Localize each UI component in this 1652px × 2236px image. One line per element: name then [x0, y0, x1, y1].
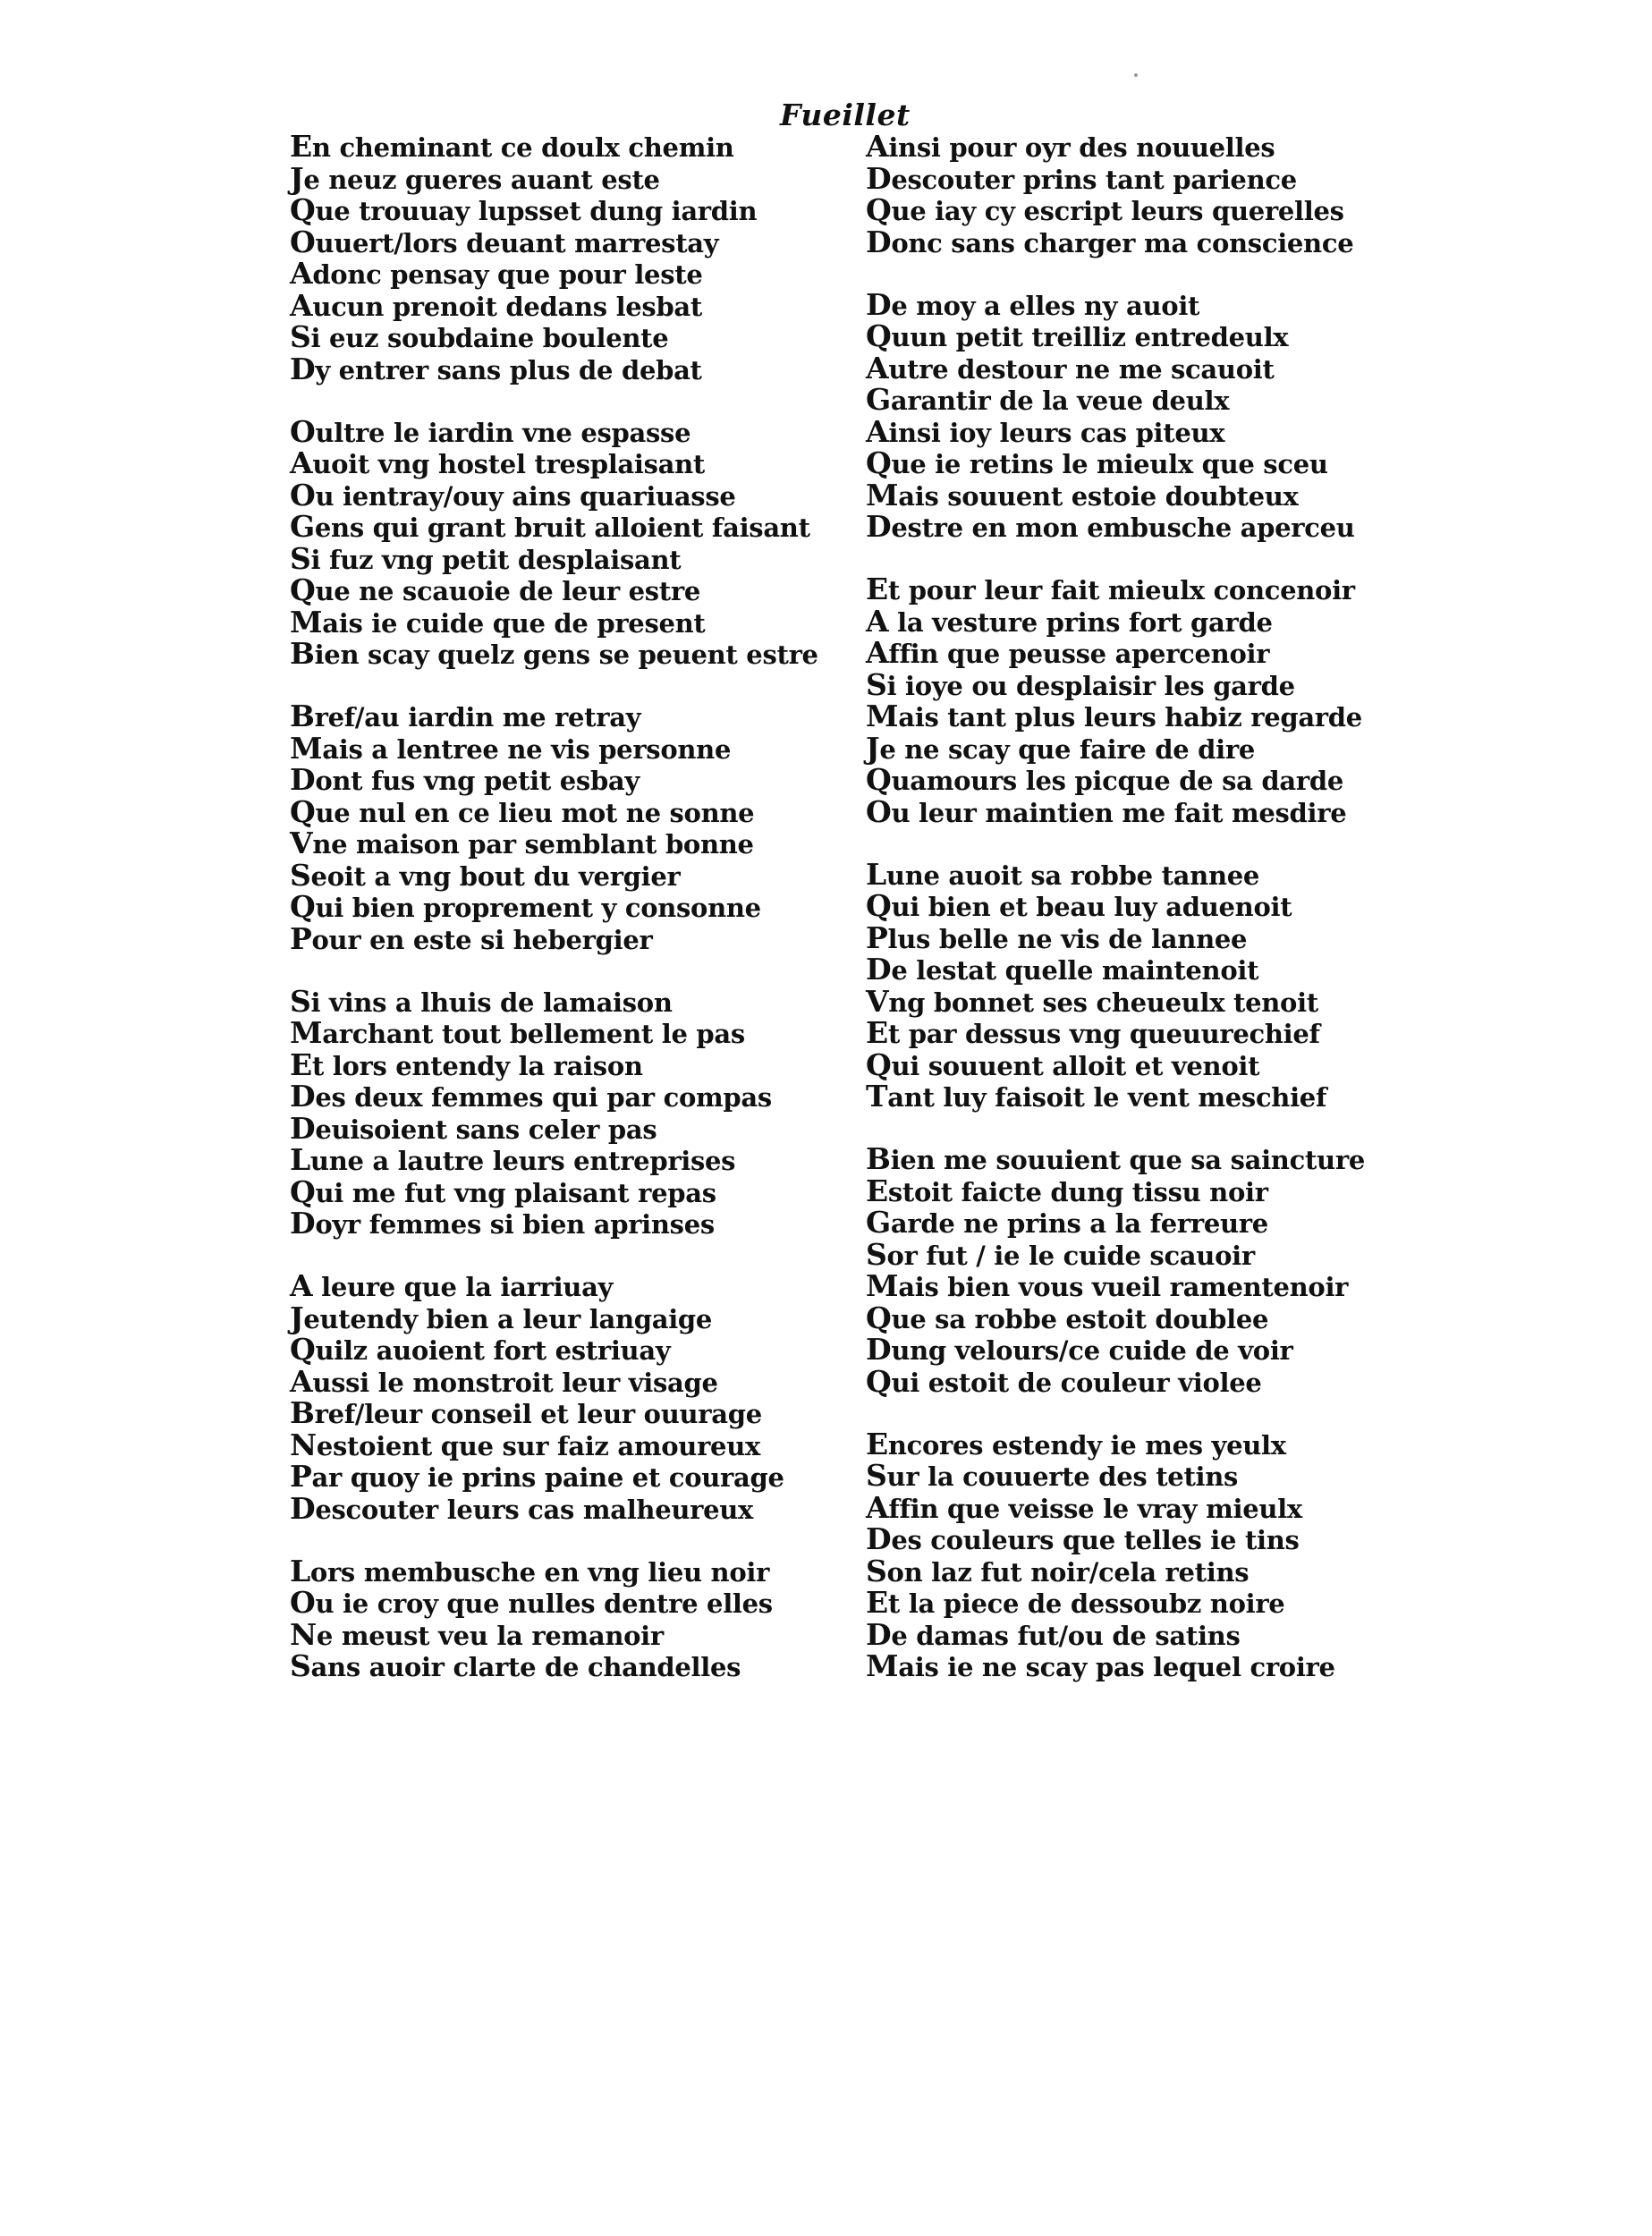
verse-line: Lune auoit sa robbe tannee: [866, 856, 1260, 892]
stanza: [290, 1270, 791, 1524]
verse-line: Si euz soubdaine boulente: [290, 319, 669, 354]
verse-line: Je neuz gueres auant este: [290, 160, 660, 196]
verse-line: Sor fut / ie le cuide scauoir: [866, 1236, 1255, 1272]
verse-line: Lune a lautre leurs entreprises: [290, 1142, 736, 1177]
verse-line: Ouuert/lors deuant marrestay: [290, 224, 719, 259]
verse-line: Descouter leurs cas malheureux: [290, 1490, 754, 1526]
stanza: [290, 1555, 791, 1682]
verse-line: Quamours les picque de sa darde: [866, 762, 1344, 797]
stanza: [866, 1143, 1367, 1397]
verse-line: Garde ne prins a la ferreure: [866, 1205, 1268, 1240]
verse-line: Mais a lentree ne vis personne: [290, 730, 732, 766]
verse-line: Ou ientray/ouy ains quariuasse: [290, 477, 736, 512]
verse-line: De moy a elles ny auoit: [866, 286, 1200, 322]
verse-line: Nestoient que sur faiz amoureux: [290, 1427, 760, 1462]
verse-line: Ou leur maintien me fait mesdire: [866, 793, 1347, 829]
verse-line: Sur la couuerte des tetins: [866, 1458, 1239, 1493]
stanza: [290, 413, 818, 671]
verse-line: Qui me fut vng plaisant repas: [290, 1173, 716, 1209]
verse-line: Adonc pensay que pour leste: [290, 256, 703, 291]
verse-line: Mais souuent estoie doubteux: [866, 477, 1299, 512]
verse-line: Vne maison par semblant bonne: [290, 826, 754, 860]
verse-line: Affin que veisse le vray mieulx: [866, 1489, 1302, 1525]
verse-line: Lors membusche en vng lieu noir: [290, 1553, 770, 1588]
verse-line: Que nul en ce lieu mot ne sonne: [290, 793, 755, 829]
verse-line: Jeutendy bien a leur langaige: [290, 1300, 713, 1335]
verse-line: Plus belle ne vis de lannee: [866, 919, 1248, 955]
verse-line: Pour en este si hebergier: [290, 920, 653, 956]
verse-line: Auoit vng hostel tresplaisant: [290, 445, 706, 480]
verse-line: A la vesture prins fort garde: [866, 603, 1273, 639]
running-head: Fueillet: [780, 97, 911, 132]
verse-line: Si fuz vng petit desplaisant: [290, 540, 682, 576]
verse-line: Bien me souuient que sa saincture: [866, 1141, 1365, 1176]
verse-line: Aucun prenoit dedans lesbat: [290, 287, 703, 323]
verse-line: De damas fut/ou de satins: [866, 1616, 1241, 1652]
verse-line: A leure que la iarriuay: [290, 1268, 614, 1303]
left-column: [290, 129, 818, 1713]
verse-line: Oultre le iardin vne espasse: [290, 413, 691, 449]
verse-line: Et par dessus vng queuurechief: [866, 1015, 1320, 1050]
verse-line: Donc sans charger ma conscience: [866, 224, 1354, 259]
verse-line: Et lors entendy la raison: [290, 1046, 643, 1082]
verse-line: Dung velours/ce cuide de voir: [866, 1332, 1293, 1367]
verse-line: Seoit a vng bout du vergier: [290, 857, 681, 893]
verse-line: Deuisoient sans celer pas: [290, 1110, 657, 1146]
verse-line: Marchant tout bellement le pas: [290, 1015, 745, 1050]
verse-line: Aussi le monstroit leur visage: [290, 1363, 718, 1399]
scan-speck: [1134, 73, 1138, 77]
verse-line: Des couleurs que telles ie tins: [866, 1521, 1300, 1556]
stanza: [866, 286, 1367, 544]
verse-line: Bref/leur conseil et leur ouurage: [290, 1395, 762, 1430]
verse-line: Qui bien et beau luy aduenoit: [866, 888, 1292, 923]
stanza: [290, 131, 791, 385]
verse-line: Ne meust veu la remanoir: [290, 1616, 664, 1652]
verse-line: Qui bien proprement y consonne: [290, 889, 761, 924]
verse-line: Qui souuent alloit et venoit: [866, 1046, 1260, 1082]
verse-line: Que iay cy escript leurs querelles: [866, 192, 1344, 227]
verse-line: Bref/au iardin me retray: [290, 699, 641, 733]
verse-line: Ainsi pour oyr des nouuelles: [866, 129, 1275, 164]
verse-line: Son laz fut noir/cela retins: [866, 1553, 1250, 1588]
stanza: [866, 573, 1367, 827]
verse-line: Sans auoir clarte de chandelles: [290, 1648, 741, 1683]
verse-line: Garantir de la veue deulx: [866, 382, 1230, 417]
verse-line: Si ioye ou desplaisir les garde: [866, 666, 1295, 702]
verse-line: Si vins a lhuis de lamaison: [290, 983, 673, 1019]
stanza: [866, 1428, 1367, 1682]
verse-line: Et pour leur fait mieulx concenoir: [866, 572, 1355, 606]
verse-line: Que ie retins le mieulx que sceu: [866, 445, 1328, 480]
verse-line: Autre destour ne me scauoit: [866, 350, 1275, 385]
verse-line: Vng bonnet ses cheueulx tenoit: [866, 983, 1318, 1019]
verse-line: Que sa robbe estoit doublee: [866, 1300, 1269, 1335]
verse-line: Destre en mon embusche aperceu: [866, 509, 1355, 544]
verse-line: Bien scay quelz gens se peuent estre: [290, 636, 818, 671]
verse-line: En cheminant ce doulx chemin: [290, 129, 734, 164]
verse-line: Descouter prins tant parience: [866, 160, 1297, 196]
stanza: [290, 983, 791, 1241]
verse-line: Je ne scay que faire de dire: [866, 730, 1255, 766]
right-column: [866, 131, 1367, 1713]
verse-line: Que ne scauoie de leur estre: [290, 572, 701, 607]
verse-line: Des deux femmes qui par compas: [290, 1079, 772, 1114]
verse-line: Quun petit treilliz entredeulx: [866, 318, 1289, 353]
verse-line: Que trouuay lupsset dung iardin: [290, 192, 758, 227]
stanza: [290, 700, 791, 954]
stanza: [866, 131, 1367, 258]
verse-line: Mais ie ne scay pas lequel croire: [866, 1648, 1335, 1683]
verse-line: Estoit faicte dung tissu noir: [866, 1173, 1268, 1208]
verse-line: Affin que peusse apercenoir: [866, 635, 1270, 670]
verse-line: Tant luy faisoit le vent meschief: [866, 1079, 1327, 1114]
verse-line: Et la piece de dessoubz noire: [866, 1585, 1285, 1620]
verse-line: Gens qui grant bruit alloient faisant: [290, 509, 810, 544]
verse-line: Quilz auoient fort estriuay: [290, 1332, 671, 1367]
verse-line: Doyr femmes si bien aprinses: [290, 1206, 715, 1241]
stanza: [866, 856, 1367, 1114]
verse-line: Qui estoit de couleur violee: [866, 1363, 1262, 1399]
verse-line: De lestat quelle maintenoit: [866, 952, 1259, 987]
verse-line: Ainsi ioy leurs cas piteux: [866, 413, 1225, 449]
verse-line: Dy entrer sans plus de debat: [290, 351, 702, 386]
verse-line: Dont fus vng petit esbay: [290, 762, 640, 797]
verse-line: Par quoy ie prins paine et courage: [290, 1459, 784, 1494]
verse-line: Mais ie cuide que de present: [290, 604, 706, 639]
verse-line: Encores estendy ie mes yeulx: [866, 1426, 1286, 1461]
verse-line: Ou ie croy que nulles dentre elles: [290, 1585, 773, 1620]
verse-line: Mais bien vous vueil ramentenoir: [866, 1268, 1349, 1303]
verse-line: Mais tant plus leurs habiz regarde: [866, 699, 1362, 733]
